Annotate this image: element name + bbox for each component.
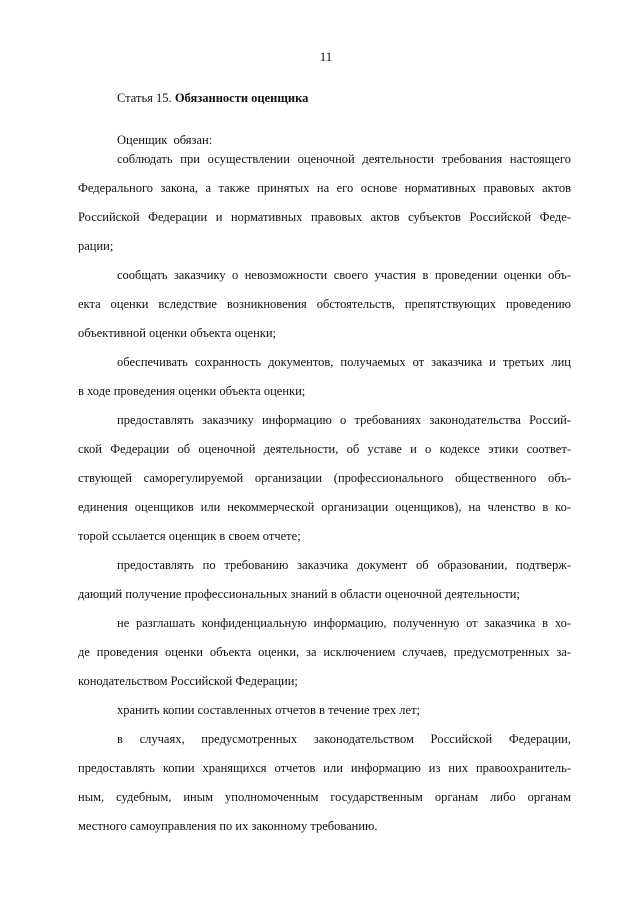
text-line: единения оценщиков или некоммерческой организации оценщиков), на членство в ко- (78, 500, 571, 514)
text-line: в случаях, предусмотренных законодательством Российской Федерации, (117, 732, 571, 746)
article-title: Обязанности оценщика (174, 91, 309, 105)
article-heading (117, 91, 308, 106)
text-line: в ходе проведения оценки объекта оценки; (78, 384, 306, 398)
text-line: объективной оценки объекта оценки; (78, 326, 277, 340)
text-line: хранить копии составленных отчетов в течение трех лет; (117, 703, 421, 717)
text-line: екта оценки вследствие возникновения обстоятельств, препятствующих проведению (78, 297, 571, 311)
page-number: 11 (319, 49, 333, 64)
text-line: местного самоуправления по их законному требованию. (78, 819, 378, 833)
text-line: сообщать заказчику о невозможности своего участия в проведении оценки объ- (117, 268, 571, 282)
text-line: предоставлять копии хранящихся отчетов или информацию из них правоохранитель- (78, 761, 571, 775)
text-line: предоставлять заказчику информацию о требованиях законодательства Россий- (117, 413, 571, 427)
text-line: соблюдать при осуществлении оценочной деятельности требования настоящего (117, 152, 571, 166)
text-line: ным, судебным, иным уполномоченным государственным органам либо органам (78, 790, 571, 804)
text-line: Российской Федерации и нормативных правовых актов субъектов Российской Феде- (78, 210, 571, 224)
text-line: обеспечивать сохранность документов, получаемых от заказчика и третьих лиц (117, 355, 571, 369)
text-line: де проведения оценки объекта оценки, за исключением случаев, предусмотренных за- (78, 645, 571, 659)
text-line: торой ссылается оценщик в своем отчете; (78, 529, 301, 543)
text-line: ствующей саморегулируемой организации (профессионального общественного объ- (78, 471, 571, 485)
text-line: рации; (78, 239, 114, 253)
text-line: предоставлять по требованию заказчика документ об образовании, подтверж- (117, 558, 571, 572)
text-line: дающий получение профессиональных знаний в области оценочной деятельности; (78, 587, 520, 601)
text-line: Федерального закона, а также принятых на его основе нормативных правовых актов (78, 181, 571, 195)
article-label: Статья 15. (117, 91, 172, 105)
text-line: конодательством Российской Федерации; (78, 674, 298, 688)
text-line: не разглашать конфиденциальную информацию, полученную от заказчика в хо- (117, 616, 571, 630)
text-line: ской Федерации об оценочной деятельности, об уставе и о кодексе этики соответ- (78, 442, 571, 456)
intro-text: Оценщик обязан: (117, 133, 213, 147)
